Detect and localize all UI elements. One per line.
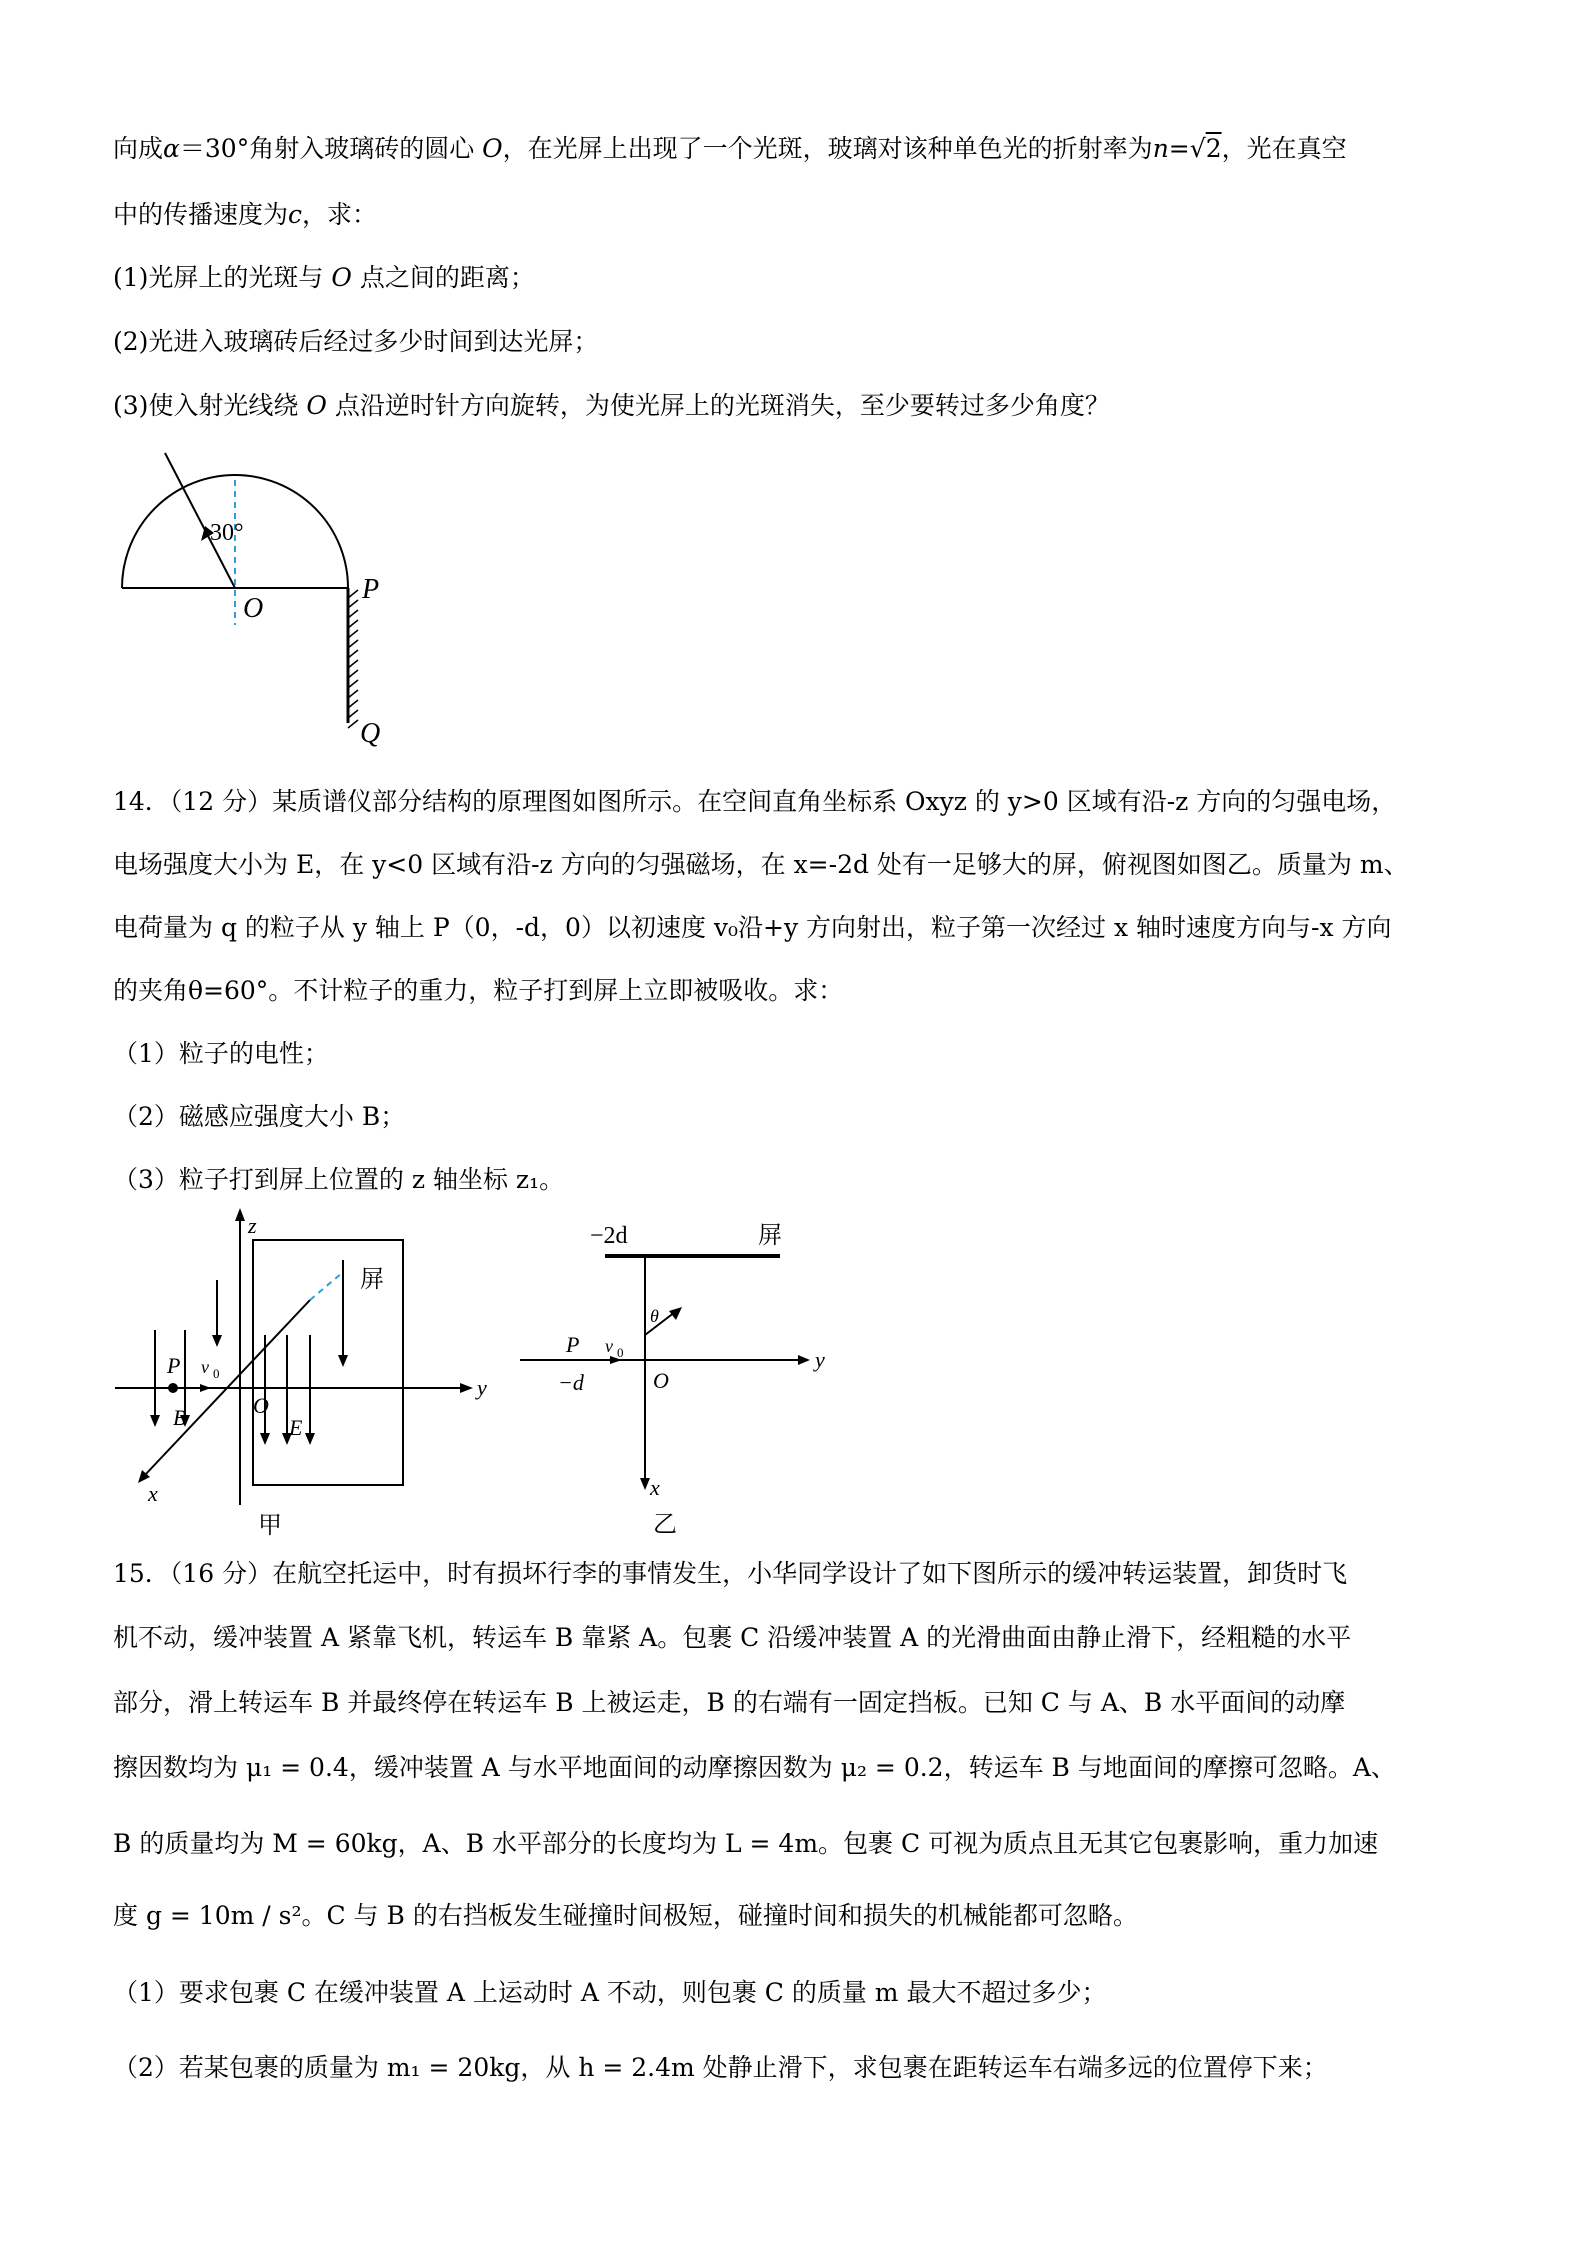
equals: = (1168, 134, 1190, 163)
P-label: P (566, 1332, 580, 1357)
angle-label: 30° (210, 520, 244, 546)
q15-sub2: （2）若某包裹的质量为 m₁ = 20kg，从 h = 2.4m 处静止滑下，求包裹在距转运车右端多远的位置停下来； (113, 2053, 1328, 2082)
text: 中的传播速度为 (113, 200, 289, 229)
sqrt-icon: √ (1189, 134, 1206, 163)
q15-line6: 度 g = 10m / s²。C 与 B 的右挡板发生碰撞时间极短，碰撞时间和损失的机械能都可忽略。 (113, 1901, 1138, 1930)
q14-line2: 电场强度大小为 E，在 y<0 区域有沿-z 方向的匀强磁场，在 x=-2d 处有一足够大的屏，俯视图如图乙。质量为 m、 (113, 850, 1409, 879)
v0-subscript: 0 (617, 1345, 624, 1360)
v0-label: v (201, 1357, 209, 1377)
n-symbol: n (1152, 134, 1169, 163)
text: ＝30°角射入玻璃砖的圆心 (179, 134, 475, 163)
screen-label: 屏 (360, 1267, 384, 1293)
O-label: O (253, 1393, 269, 1418)
text: (3)使入射光线绕 (113, 391, 299, 420)
x-label: x (148, 1481, 158, 1506)
point-O: O (482, 134, 503, 163)
caption-yi: 乙 (653, 1512, 677, 1538)
alpha-symbol: α (163, 134, 180, 163)
caption-jia: 甲 (258, 1513, 282, 1539)
v0-label: v (605, 1336, 613, 1356)
y-label: y (815, 1347, 825, 1372)
q14-line1: 14．（12 分）某质谱仪部分结构的原理图如图所示。在空间直角坐标系 Oxyz 的 y>0 区域有沿-z 方向的匀强电场， (113, 787, 1397, 816)
x-axis-arrow-icon (640, 1478, 650, 1490)
q14-line3: 电荷量为 q 的粒子从 y 轴上 P（0，-d，0）以初速度 v₀沿+y 方向射出，粒子第一次经过 x 轴时速度方向与-x 方向 (113, 913, 1392, 942)
q15-line4: 擦因数均为 μ₁ = 0.4，缓冲装置 A 与水平地面间的动摩擦因数为 μ₂ = 0.2，转运车 B 与地面间的摩擦可忽略。A、 (113, 1753, 1396, 1782)
q14-sub2: （2）磁感应强度大小 B； (113, 1102, 406, 1131)
x-label: x (650, 1475, 660, 1500)
z-label: z (248, 1213, 257, 1238)
sqrt-value: 2 (1205, 134, 1222, 163)
q15-line1: 15．（16 分）在航空托运中，时有损坏行李的事情发生，小华同学设计了如下图所示的缓冲转运装置，卸货时飞 (113, 1559, 1348, 1588)
text: ，在光屏上出现了一个光斑，玻璃对该种单色光的折射率为 (502, 134, 1153, 163)
text: 点之间的距离； (359, 263, 535, 292)
c-symbol: c (288, 200, 303, 229)
O-label: O (243, 593, 264, 624)
z-axis-arrow-icon (235, 1208, 245, 1221)
velocity-arrow-icon (669, 1307, 682, 1320)
q13-sub2 (113, 324, 1483, 360)
screen-label: 屏 (758, 1223, 782, 1249)
q13-figure (110, 440, 410, 760)
q13-line1 (113, 131, 1483, 167)
theta-label: θ (650, 1306, 659, 1326)
y-label: y (477, 1375, 487, 1400)
text: 向成 (113, 134, 164, 163)
E-label: E (289, 1415, 303, 1440)
y-axis-arrow-icon (798, 1355, 810, 1365)
q14-line4: 的夹角θ=60°。不计粒子的重力，粒子打到屏上立即被吸收。求： (113, 976, 844, 1005)
q13-sub3 (113, 388, 1483, 424)
q15-line3: 部分，滑上转运车 B 并最终停在转运车 B 上被运走，B 的右端有一固定挡板。已知 C 与 A、B 水平面间的动摩 (113, 1688, 1346, 1717)
text: (2)光进入玻璃砖后经过多少时间到达光屏； (113, 327, 599, 356)
q14-sub3: （3）粒子打到屏上位置的 z 轴坐标 z₁。 (113, 1165, 565, 1194)
minus-d-label: −d (558, 1370, 584, 1395)
q14-sub1: （1）粒子的电性； (113, 1039, 329, 1068)
O-label: O (653, 1368, 669, 1393)
q15-sub1: （1）要求包裹 C 在缓冲装置 A 上运动时 A 不动，则包裹 C 的质量 m 最大不超过多少； (113, 1978, 1107, 2007)
q15-line2: 机不动，缓冲装置 A 紧靠飞机，转运车 B 靠紧 A。包裹 C 沿缓冲装置 A 的光滑曲面由静止滑下，经粗糙的水平 (113, 1623, 1352, 1652)
q14-figure-yi (510, 1210, 850, 1540)
q13-line2 (113, 197, 1483, 233)
q13-sub1 (113, 260, 1483, 296)
v0-arrow-icon (200, 1384, 211, 1392)
text: ，光在真空 (1221, 134, 1347, 163)
text: (1)光屏上的光斑与 (113, 263, 324, 292)
v0-subscript: 0 (213, 1366, 220, 1381)
text: 点沿逆时针方向旋转，为使光屏上的光斑消失，至少要转过多少角度？ (334, 391, 1110, 420)
P-label: P (362, 574, 380, 605)
P-label: P (167, 1353, 181, 1378)
q15-line5: B 的质量均为 M = 60kg，A、B 水平部分的长度均为 L = 4m。包裹 C 可视为质点且无其它包裹影响，重力加速 (113, 1829, 1379, 1858)
Q-label: Q (360, 718, 381, 749)
q14-figure-jia (105, 1205, 505, 1545)
point-O: O (331, 263, 352, 292)
B-label: B (173, 1405, 187, 1430)
y-axis-arrow-icon (460, 1383, 473, 1393)
x-axis-dashed (310, 1273, 342, 1300)
minus-2d-label: −2d (590, 1223, 628, 1249)
text: ，求： (302, 200, 378, 229)
point-O: O (306, 391, 327, 420)
